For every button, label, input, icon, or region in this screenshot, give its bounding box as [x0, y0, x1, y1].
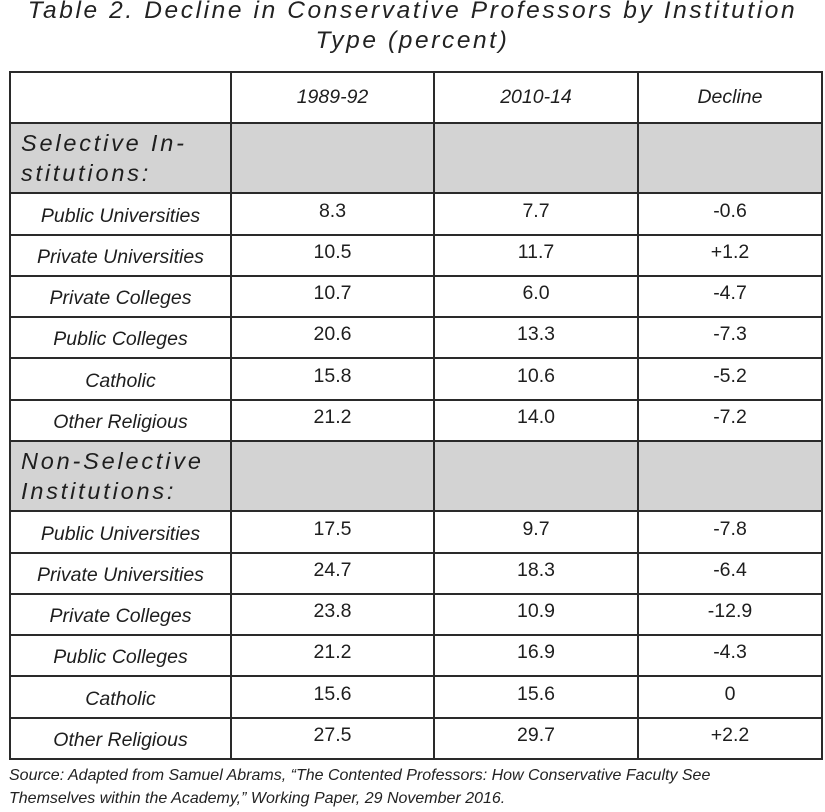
value-2010-14-cell: 29.7: [434, 718, 638, 759]
section-label: [10, 441, 231, 511]
value-2010-14-cell: 6.0: [434, 276, 638, 317]
value-1989-92-cell: 21.2: [231, 635, 434, 676]
section-shaded-cell: [434, 441, 638, 511]
section-header-row: [10, 123, 822, 193]
section-shaded-cell: [638, 123, 822, 193]
value-decline-cell: -7.2: [638, 400, 822, 441]
value-decline-cell: -5.2: [638, 358, 822, 399]
value-1989-92-cell: 23.8: [231, 594, 434, 635]
value-2010-14-cell: 11.7: [434, 235, 638, 276]
value-1989-92-cell: 27.5: [231, 718, 434, 759]
header-cell-2010-14: 2010-14: [434, 72, 638, 123]
section-label-line: stitutions:: [21, 160, 152, 187]
value-decline-cell: -4.7: [638, 276, 822, 317]
value-decline-cell: -4.3: [638, 635, 822, 676]
section-label-line: Selective In-: [21, 130, 187, 157]
section-shaded-cell: [231, 441, 434, 511]
value-2010-14-cell: 15.6: [434, 676, 638, 717]
row-label-cell: Private Universities: [10, 235, 231, 276]
table-row: [10, 594, 822, 635]
title-line-2: Type (percent): [315, 27, 510, 54]
value-2010-14-cell: 9.7: [434, 511, 638, 552]
table-row: [10, 553, 822, 594]
row-label-cell: Private Universities: [10, 553, 231, 594]
source-note: [9, 764, 821, 810]
row-label-cell: Other Religious: [10, 718, 231, 759]
value-decline-cell: +1.2: [638, 235, 822, 276]
table-row: [10, 400, 822, 441]
header-row: [10, 72, 822, 123]
value-2010-14-cell: 14.0: [434, 400, 638, 441]
row-label-cell: Catholic: [10, 676, 231, 717]
value-decline-cell: 0: [638, 676, 822, 717]
section-label-line: Institutions:: [21, 478, 177, 505]
table-row: [10, 276, 822, 317]
section-shaded-cell: [638, 441, 822, 511]
value-decline-cell: -0.6: [638, 193, 822, 234]
row-label-cell: Private Colleges: [10, 276, 231, 317]
section-label: [10, 123, 231, 193]
value-2010-14-cell: 7.7: [434, 193, 638, 234]
row-label-cell: Other Religious: [10, 400, 231, 441]
title-line-1: Table 2. Decline in Conservative Professors by Institution: [27, 0, 798, 24]
table-row: [10, 193, 822, 234]
table-row: [10, 235, 822, 276]
table-row: [10, 317, 822, 358]
value-1989-92-cell: 10.5: [231, 235, 434, 276]
value-decline-cell: -7.8: [638, 511, 822, 552]
value-decline-cell: -7.3: [638, 317, 822, 358]
page-title: [0, 0, 825, 57]
row-label-cell: Public Universities: [10, 193, 231, 234]
section-label-line: Non-Selective: [21, 448, 204, 475]
row-label-cell: Private Colleges: [10, 594, 231, 635]
table-row: [10, 718, 822, 759]
value-decline-cell: +2.2: [638, 718, 822, 759]
value-2010-14-cell: 10.6: [434, 358, 638, 399]
value-1989-92-cell: 8.3: [231, 193, 434, 234]
value-1989-92-cell: 15.8: [231, 358, 434, 399]
row-label-cell: Public Colleges: [10, 317, 231, 358]
value-1989-92-cell: 21.2: [231, 400, 434, 441]
table-row: [10, 676, 822, 717]
value-1989-92-cell: 20.6: [231, 317, 434, 358]
table-row: [10, 635, 822, 676]
source-line-2: Themselves within the Academy,” Working Paper, 29 November 2016.: [9, 790, 506, 807]
header-cell-blank: [10, 72, 231, 123]
source-line-1: Source: Adapted from Samuel Abrams, “The Contented Professors: How Conservative Faculty See: [9, 767, 711, 784]
value-2010-14-cell: 13.3: [434, 317, 638, 358]
value-2010-14-cell: 10.9: [434, 594, 638, 635]
header-cell-1989-92: 1989-92: [231, 72, 434, 123]
row-label-cell: Catholic: [10, 358, 231, 399]
value-1989-92-cell: 15.6: [231, 676, 434, 717]
value-2010-14-cell: 18.3: [434, 553, 638, 594]
table-row: [10, 358, 822, 399]
value-decline-cell: -12.9: [638, 594, 822, 635]
section-header-row: [10, 441, 822, 511]
value-decline-cell: -6.4: [638, 553, 822, 594]
data-table: [9, 71, 823, 760]
value-1989-92-cell: 24.7: [231, 553, 434, 594]
header-cell-decline: Decline: [638, 72, 822, 123]
value-2010-14-cell: 16.9: [434, 635, 638, 676]
section-shaded-cell: [231, 123, 434, 193]
row-label-cell: Public Universities: [10, 511, 231, 552]
section-shaded-cell: [434, 123, 638, 193]
row-label-cell: Public Colleges: [10, 635, 231, 676]
table-body: [10, 123, 822, 759]
value-1989-92-cell: 10.7: [231, 276, 434, 317]
table-row: [10, 511, 822, 552]
value-1989-92-cell: 17.5: [231, 511, 434, 552]
